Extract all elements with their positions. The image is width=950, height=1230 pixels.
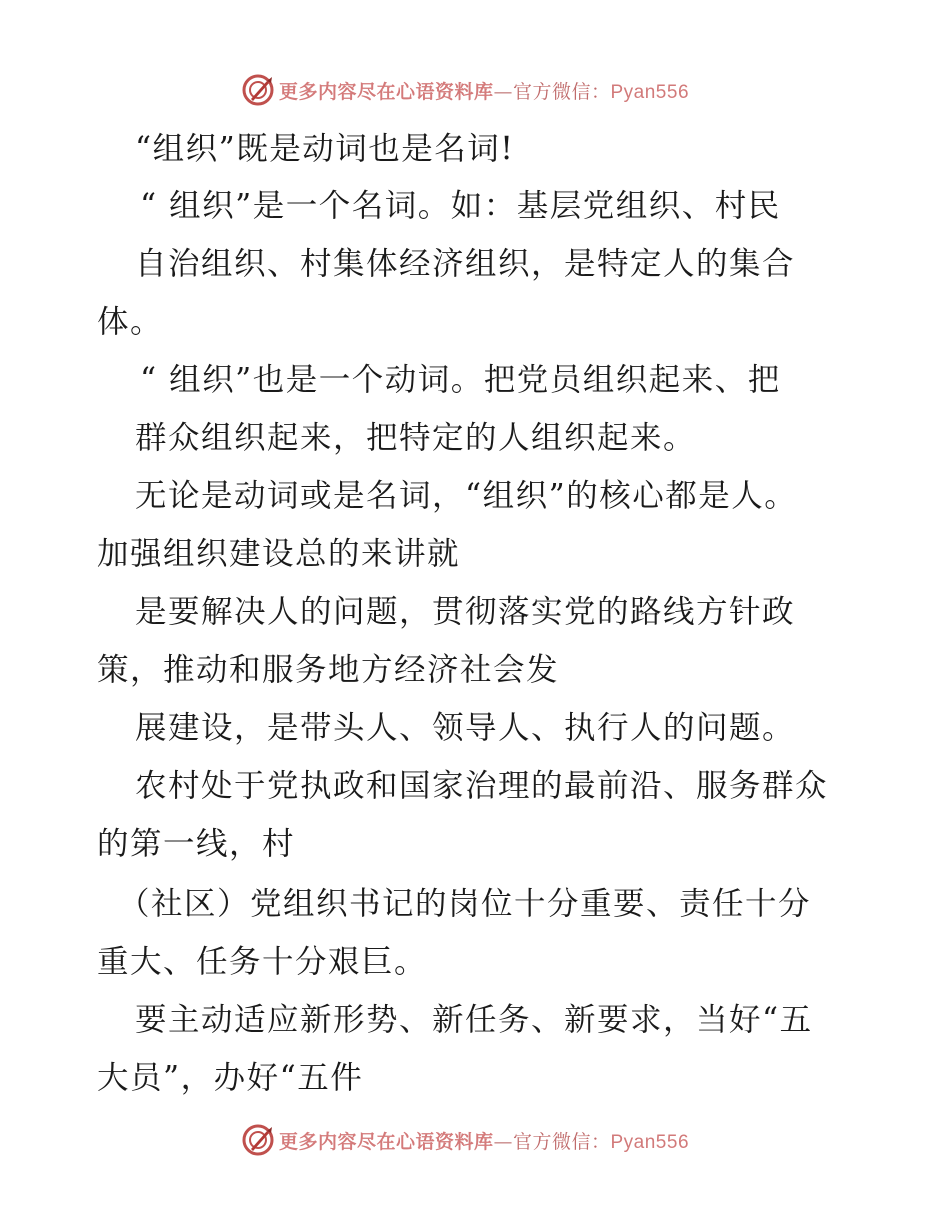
text-line-6: 群众组织起来，把特定的人组织起来。 xyxy=(135,420,697,456)
footer-subtitle: 官方微信： xyxy=(512,1130,611,1153)
text-line-15: 重大、任务十分艰巨。 xyxy=(97,944,428,980)
footer-dash: — xyxy=(493,1130,513,1153)
text-line-1: “组织”既是动词也是名词! xyxy=(135,131,515,167)
footer-brand-text: 更多内容尽在心语资料库 xyxy=(278,1130,494,1153)
footer-banner-inner xyxy=(241,1123,689,1157)
text-line-16: 要主动适应新形势、新任务、新要求，当好“五 xyxy=(135,1002,813,1038)
header-brand-text: 更多内容尽在心语资料库 xyxy=(278,80,494,103)
text-line-12: 农村处于党执政和国家治理的最前沿、服务群众 xyxy=(135,768,829,804)
text-line-8: 加强组织建设总的来讲就 xyxy=(97,536,461,572)
header-subtitle: 官方微信： xyxy=(512,80,611,103)
footer-account: Pyan556 xyxy=(610,1131,690,1153)
text-line-3: 自治组织、村集体经济组织，是特定人的集合 xyxy=(135,246,796,282)
text-line-17: 大员”，办好“五件 xyxy=(97,1060,364,1096)
text-line-11: 展建设，是带头人、领导人、执行人的问题。 xyxy=(135,710,796,746)
header-dash: — xyxy=(493,80,513,103)
text-line-9: 是要解决人的问题，贯彻落实党的路线方针政 xyxy=(135,594,796,630)
text-line-13: 的第一线，村 xyxy=(97,826,296,862)
text-line-5: “ 组织”也是一个动词。把党员组织起来、把 xyxy=(140,362,781,398)
text-line-10: 策，推动和服务地方经济社会发 xyxy=(97,652,560,688)
header-account: Pyan556 xyxy=(610,81,690,103)
text-line-7: 无论是动词或是名词，“组织”的核心都是人。 xyxy=(135,478,798,514)
footer-banner xyxy=(0,1120,950,1160)
text-line-2: “ 组织”是一个名词。如：基层党组织、村民 xyxy=(140,188,781,224)
brand-logo-icon xyxy=(241,1123,275,1157)
text-line-14: （社区）党组织书记的岗位十分重要、责任十分 xyxy=(118,886,812,922)
text-line-4: 体。 xyxy=(97,304,164,340)
footer-banner-text xyxy=(279,1127,689,1154)
